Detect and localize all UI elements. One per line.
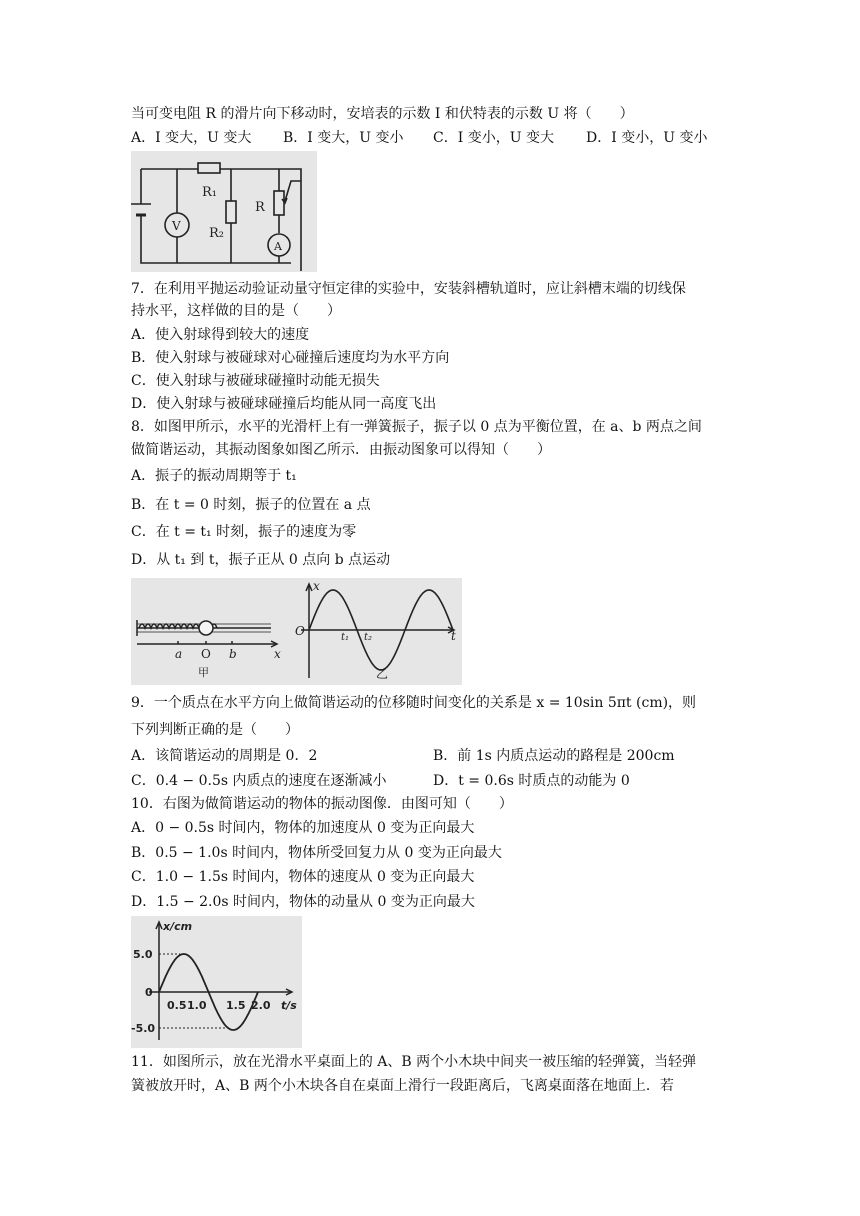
circuit-diagram <box>131 151 317 272</box>
label-jia: 甲 <box>198 666 209 679</box>
q7-option-d: D．使入射球与被碰球碰撞后均能从同一高度飞出 <box>131 396 437 412</box>
q10-option-d: D．1.5 − 2.0s 时间内，物体的动量从 0 变为正向最大 <box>131 894 475 910</box>
q11-stem-line1: 11．如图所示，放在光滑水平桌面上的 A、B 两个小木块中间夹一被压缩的轻弹簧，当轻弹 <box>131 1054 697 1070</box>
q6-option-a: A．I 变大，U 变大 <box>131 130 252 146</box>
y-tick-bottom: -5.0 <box>131 1022 156 1035</box>
label-origin: O <box>295 624 305 638</box>
ammeter-label: A <box>274 240 282 253</box>
x-axis-label: t/s <box>281 999 297 1012</box>
y-tick-top: 5.0 <box>133 948 153 961</box>
q8-option-d: D．从 t₁ 到 t，振子正从 0 点向 b 点运动 <box>131 552 391 568</box>
q7-option-c: C．使入射球与被碰球碰撞时动能无损失 <box>131 373 380 389</box>
q9-option-d: D．t = 0.6s 时质点的动能为 0 <box>433 773 630 789</box>
q10-stem: 10．右图为做简谐运动的物体的振动图像．由图可知（ ） <box>131 796 513 812</box>
spring-oscillator-figure <box>131 578 462 685</box>
q10-option-a: A．0 − 0.5s 时间内，物体的加速度从 0 变为正向最大 <box>131 820 475 836</box>
label-t1: t₁ <box>341 632 350 643</box>
label-y-axis: x <box>313 579 320 593</box>
label-point-b: b <box>229 647 237 661</box>
label-point-a: a <box>175 647 183 661</box>
q6-option-d: D．I 变小，U 变小 <box>586 130 708 146</box>
y-axis-label: x/cm <box>163 920 193 933</box>
label-yi: 乙 <box>376 667 389 681</box>
q7-option-a: A．使入射球得到较大的速度 <box>131 327 310 343</box>
q9-option-a: A．该简谐运动的周期是 0．2 <box>131 748 318 764</box>
q11-stem-line2: 簧被放开时，A、B 两个小木块各自在桌面上滑行一段距离后，飞离桌面落在地面上．若 <box>131 1078 674 1094</box>
label-r: R <box>255 200 265 215</box>
q8-option-a: A．振子的振动周期等于 t₁ <box>131 468 297 484</box>
q9-stem-line2: 下列判断正确的是（ ） <box>131 722 299 738</box>
q6-option-c: C．I 变小，U 变大 <box>433 130 554 146</box>
q6-stem: 当可变电阻 R 的滑片向下移动时，安培表的示数 I 和伏特表的示数 U 将（ ） <box>131 106 634 122</box>
voltmeter-label: V <box>172 219 181 233</box>
q8-option-c: C．在 t = t₁ 时刻，振子的速度为零 <box>131 524 357 540</box>
q9-option-c: C．0.4 − 0.5s 内质点的速度在逐渐减小 <box>131 773 387 789</box>
x-tick-2.0: 2.0 <box>251 999 271 1012</box>
q9-stem-line1: 9．一个质点在水平方向上做简谐运动的位移随时间变化的关系是 x = 10sin 5πt (cm)，则 <box>131 695 697 711</box>
label-t2: t₂ <box>364 632 373 643</box>
q7-stem-line2: 持水平，这样做的目的是（ ） <box>131 303 341 319</box>
q7-option-b: B．使入射球与被碰球对心碰撞后速度均为水平方向 <box>131 350 450 366</box>
label-r1: R₁ <box>202 185 217 200</box>
q8-stem-line2: 做简谐运动，其振动图象如图乙所示．由振动图象可以得知（ ） <box>131 442 551 458</box>
x-tick-1.5: 1.5 <box>226 999 246 1012</box>
q6-option-b: B．I 变大，U 变小 <box>283 130 404 146</box>
q10-option-b: B．0.5 − 1.0s 时间内，物体所受回复力从 0 变为正向最大 <box>131 845 502 861</box>
q10-option-c: C．1.0 − 1.5s 时间内，物体的速度从 0 变为正向最大 <box>131 869 475 885</box>
x-tick-0.5: 0.5 <box>167 999 187 1012</box>
q8-option-b: B．在 t = 0 时刻，振子的位置在 a 点 <box>131 497 371 513</box>
q7-stem-line1: 7．在利用平抛运动验证动量守恒定律的实验中，安装斜槽轨道时，应让斜槽末端的切线保 <box>131 281 686 297</box>
vibration-graph <box>131 916 302 1048</box>
origin-label: 0 <box>145 986 153 999</box>
label-t-axis: t <box>451 629 456 643</box>
x-tick-1.0: 1.0 <box>187 999 207 1012</box>
label-x-axis: x <box>274 647 281 661</box>
label-point-o: O <box>201 647 211 661</box>
q8-stem-line1: 8．如图甲所示，水平的光滑杆上有一弹簧振子，振子以 0 点为平衡位置，在 a、b 两点之间 <box>131 419 702 435</box>
q9-option-b: B．前 1s 内质点运动的路程是 200cm <box>433 748 675 764</box>
label-r2: R₂ <box>209 226 224 241</box>
